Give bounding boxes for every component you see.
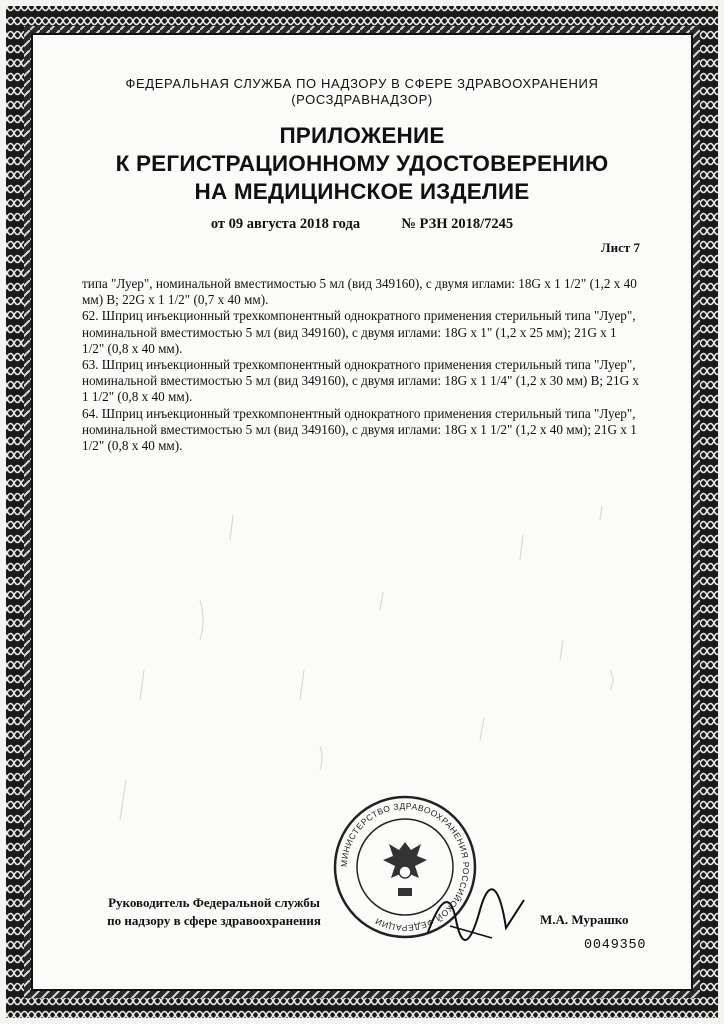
list-item: 64. Шприц инъекционный трехкомпонентный однократного применения стерильный типа "Луер", номинальной вместимостью 5 мл (вид 349160), с двумя иглами: 18G x 1 1/2" (1,2 x 40 мм); 21G x 1 1/2" (0,8 x 40 мм).: [82, 405, 637, 454]
list-item: 63. Шприц инъекционный трехкомпонентный однократного применения стерильный типа "Луер", номинальной вместимостью 5 мл (вид 349160), с двумя иглами: 18G x 1 1/4" (1,2 x 30 мм) В; 21G x 1 1/2" (0,8 x 40 мм).: [82, 357, 639, 405]
list-item: 62. Шприц инъекционный трехкомпонентный однократного применения стерильный типа "Луер", номинальной вместимостью 5 мл (вид 349160), с двумя иглами: 18G x 1" (1,2 x 25 мм); 21G x 1 1/2" (0,8 x 40 мм).: [82, 308, 636, 356]
registration-number: № РЗН 2018/7245: [401, 216, 514, 232]
document-title: [60, 122, 664, 206]
title-line-3: НА МЕДИЦИНСКОЕ ИЗДЕЛИЕ: [194, 179, 530, 204]
handwritten-signature: [420, 880, 530, 950]
device-list: [82, 276, 640, 454]
title-line-2: К РЕГИСТРАЦИОННОМУ УДОСТОВЕРЕНИЮ: [115, 151, 609, 176]
list-item: типа "Луер", номинальной вместимостью 5 мл (вид 349160), с двумя иглами: 18G x 1 1/2" (1,2 x 40 мм) В; 22G x 1 1/2" (0,7 x 40 мм).: [82, 276, 637, 308]
sheet-number: Лист 7: [600, 240, 640, 255]
title-line-1: ПРИЛОЖЕНИЕ: [279, 123, 445, 148]
signer-name: М.А. Мурашко: [540, 912, 629, 927]
serial-number: 0049350: [584, 938, 647, 953]
signatory-position: [84, 894, 344, 930]
registration-date: от 09 августа 2018 года: [210, 216, 361, 232]
agency-name: ФЕДЕРАЛЬНАЯ СЛУЖБА ПО НАДЗОРУ В СФЕРЕ ЗДРАВООХРАНЕНИЯ: [125, 76, 599, 91]
signatory-title-line-2: по надзору в сфере здравоохранения: [107, 913, 321, 928]
agency-header: [60, 76, 664, 108]
agency-abbreviation: (РОСЗДРАВНАДЗОР): [291, 92, 433, 107]
signatory-title-line-1: Руководитель Федеральной службы: [108, 895, 320, 910]
seal-text: МИНИСТЕРСТВО ЗДРАВООХРАНЕНИЯ РОССИЙСКОЙ ФЕДЕРАЦИИ: [338, 800, 472, 934]
registration-line: [60, 216, 664, 233]
